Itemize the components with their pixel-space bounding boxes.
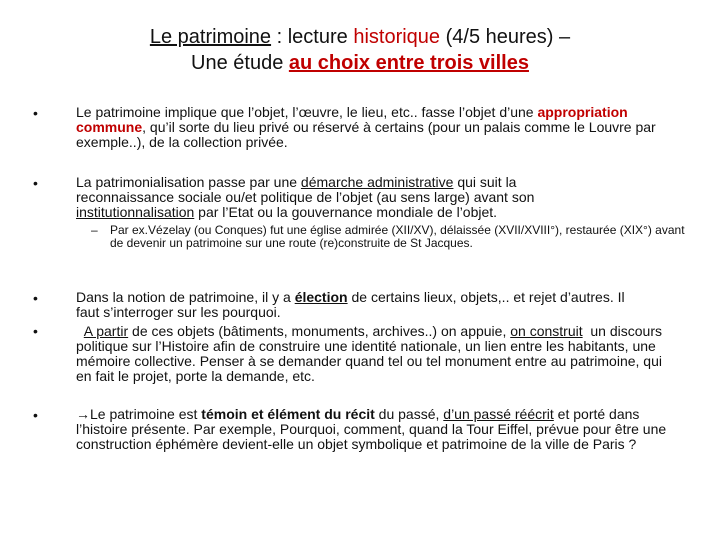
p4-text-end: un discours politique sur l’Histoire afin de construire une identité nationale, un lien entre les habitants, une mémoire collective. Penser à se demander quand tel ou tel monument entre au patrimoine, qui en fait le projet, porte la demande, etc.	[76, 323, 666, 384]
p1-text: Le patrimoine implique que l’objet, l’œuvre, le lieu, etc.. fasse l’objet d’une	[76, 104, 538, 120]
paragraph-patrimonialisation	[76, 175, 616, 220]
p2-underlined-2: institutionnalisation	[76, 204, 195, 220]
p5-text-end: et porté dans l’histoire présente. Par exemple, Pourquoi, comment, quand la Tour Eiffel, prévue pour être une construction éphémère devient-elle un objet symbolique et patrimoine de la ville de Paris ?	[76, 406, 667, 452]
p4-indent	[76, 323, 84, 339]
p3-text: Dans la notion de patrimoine, il y a	[76, 289, 295, 305]
example-vezelay: Par ex.Vézelay (ou Conques) fut une église admirée (XII/XV), délaissée (XVII/XVIII°), restaurée (XIX°) avant de devenir un patrimoine sur une route (re)construite de St Jacques.	[110, 223, 685, 250]
paragraph-election	[76, 290, 636, 320]
p4-text-mid: de ces objets (bâtiments, monuments, archives..) on appuie,	[128, 323, 511, 339]
paragraph-temoin	[76, 407, 684, 452]
p1-emphasis: appropriation commune	[76, 104, 628, 135]
p4-underlined-1: A partir	[83, 323, 129, 339]
title-word-historique: historique	[353, 26, 441, 48]
p4-underlined-2: on construit	[510, 323, 583, 339]
p2-text-mid: qui suit la reconnaissance sociale ou/et politique de l’objet (au sens large) avant son	[76, 174, 535, 205]
slide-title	[40, 24, 680, 76]
paragraph-appropriation	[76, 105, 676, 150]
arrow-icon: →	[76, 406, 90, 422]
title-text-hours: (4/5 heures) –	[440, 26, 571, 48]
p3-emphasis: élection	[294, 289, 348, 305]
bullet-marker: •	[33, 290, 38, 306]
bullet-marker: •	[33, 407, 38, 423]
title-word-patrimoine: Le patrimoine	[149, 26, 272, 48]
p2-text: La patrimonialisation passe par une	[76, 174, 301, 190]
title-choice: au choix entre trois villes	[288, 52, 529, 74]
paragraph-discours	[76, 324, 681, 384]
p2-underlined-1: démarche administrative	[300, 174, 454, 190]
title-text-etude: Une étude	[191, 52, 289, 74]
p5-text: Le patrimoine est	[90, 406, 202, 422]
p5-emphasis: témoin et élément du récit	[201, 406, 375, 422]
dash-marker: –	[91, 223, 98, 237]
title-line-1	[40, 24, 680, 50]
p5-underlined: d’un passé réécrit	[443, 406, 554, 422]
bullet-marker: •	[33, 175, 38, 191]
p3-text-end: de certains lieux, objets,.. et rejet d’autres. Il faut s’interroger sur les pourquoi.	[76, 289, 625, 320]
p5-text-mid: du passé,	[374, 406, 444, 422]
p1-text-end: , qu’il sorte du lieu privé ou réservé à certains (pour un palais comme le Louvre par exemple..), de la collection privée.	[76, 119, 656, 150]
bullet-marker: •	[33, 105, 38, 121]
title-text: : lecture	[271, 26, 354, 48]
title-line-2	[40, 50, 680, 76]
bullet-marker: •	[33, 323, 38, 339]
p2-text-end: par l’Etat ou la gouvernance mondiale de l’objet.	[194, 204, 498, 220]
